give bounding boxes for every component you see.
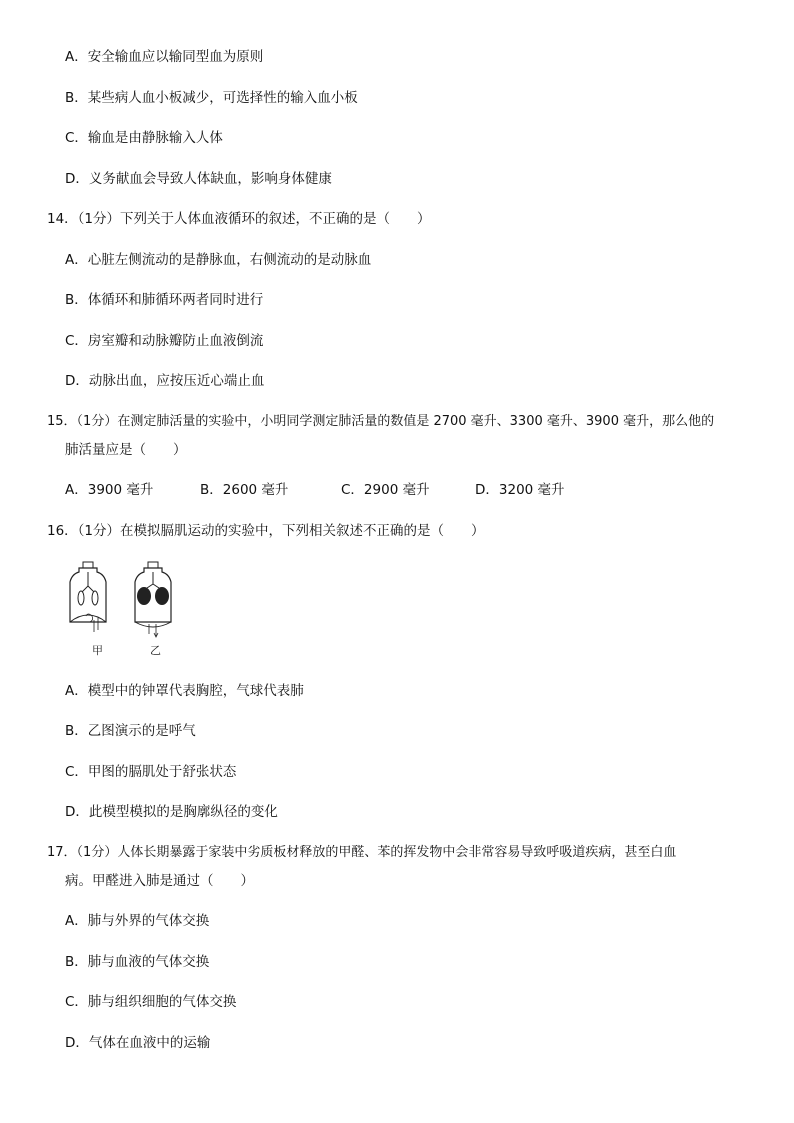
diaphragm-model-figure — [64, 560, 194, 660]
q17-option-b: B．肺与血液的气体交换 — [65, 954, 210, 970]
q16-option-d: D．此模型模拟的是胸廓纵径的变化 — [65, 804, 278, 820]
q17-option-a: A．肺与外界的气体交换 — [65, 913, 210, 929]
bell-jar-jia — [70, 562, 106, 632]
q13-option-a: A．安全输血应以输同型血为原则 — [65, 49, 264, 65]
q14-option-c: C．房室瓣和动脉瓣防止血液倒流 — [65, 333, 264, 349]
q15-option-a: A．3900 毫升 — [65, 482, 154, 498]
figure-label-jia: 甲 — [92, 644, 103, 657]
q14-option-d: D．动脉出血，应按压近心端止血 — [65, 373, 265, 389]
q16-stem: 16．（1分）在模拟膈肌运动的实验中，下列相关叙述不正确的是（ ） — [47, 523, 485, 539]
q16-option-c: C．甲图的膈肌处于舒张状态 — [65, 764, 237, 780]
q16-option-a: A．模型中的钟罩代表胸腔，气球代表肺 — [65, 683, 304, 699]
q16-option-b: B．乙图演示的是呼气 — [65, 723, 196, 739]
q17-option-d: D．气体在血液中的运输 — [65, 1035, 211, 1051]
q17-stem-line1: 17．（1分）人体长期暴露于家装中劣质板材释放的甲醛、苯的挥发物中会非常容易导致呼吸道疾病，甚至白血 — [47, 845, 677, 860]
bell-jar-yi — [135, 562, 171, 637]
q17-option-c: C．肺与组织细胞的气体交换 — [65, 994, 237, 1010]
q15-stem-line1: 15．（1分）在测定肺活量的实验中，小明同学测定肺活量的数值是 2700 毫升、3300 毫升、3900 毫升，那么他的 — [47, 414, 715, 429]
q14-option-b: B．体循环和肺循环两者同时进行 — [65, 292, 264, 308]
bell-jar-diagram — [64, 560, 194, 640]
q15-option-c: C．2900 毫升 — [341, 482, 430, 498]
q17-stem-line2: 病。甲醛进入肺是通过（ ） — [65, 873, 254, 889]
q14-option-a: A．心脏左侧流动的是静脉血，右侧流动的是动脉血 — [65, 252, 372, 268]
figure-label-yi: 乙 — [150, 644, 161, 657]
q13-option-d: D．义务献血会导致人体缺血，影响身体健康 — [65, 171, 332, 187]
q13-option-c: C．输血是由静脉输入人体 — [65, 130, 223, 146]
q13-option-b: B．某些病人血小板减少，可选择性的输入血小板 — [65, 90, 358, 106]
q15-option-b: B．2600 毫升 — [200, 482, 289, 498]
q15-stem-line2: 肺活量应是（ ） — [65, 442, 187, 458]
q14-stem: 14．（1分）下列关于人体血液循环的叙述，不正确的是（ ） — [47, 211, 431, 227]
q15-option-d: D．3200 毫升 — [475, 482, 565, 498]
